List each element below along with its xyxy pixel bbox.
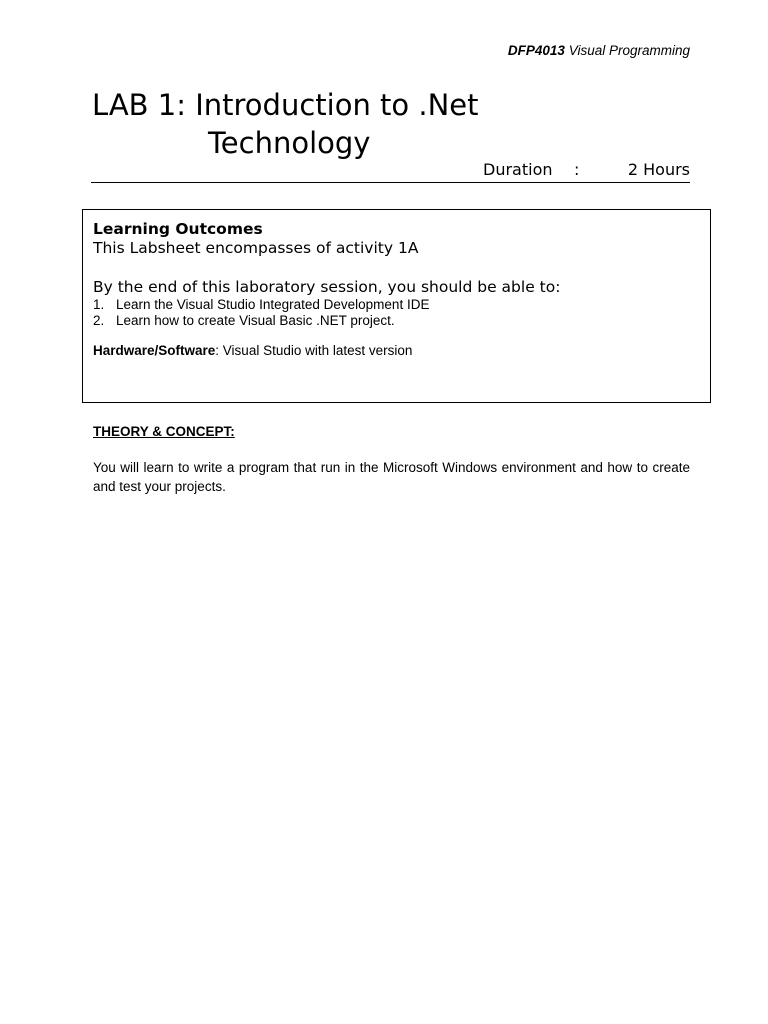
list-item-text: Learn how to create Visual Basic .NET project. [116,313,395,328]
duration-row [91,158,690,183]
running-header [508,43,690,58]
theory-body: You will learn to write a program that run in the Microsoft Windows environment and how to create and test your projects. [93,460,690,494]
title-line-2: Technology [208,126,371,160]
learning-outcomes-heading: Learning Outcomes [93,220,263,238]
list-item-text: Learn the Visual Studio Integrated Development IDE [116,297,430,312]
hardware-software-label: Hardware/Software [93,343,216,358]
list-item-number: 2. [93,313,105,328]
theory-heading: THEORY & CONCEPT: [93,424,235,439]
duration-value: 2 Hours [627,160,690,179]
learning-outcomes-list [93,297,429,329]
learning-outcomes-intro: By the end of this laboratory session, you should be able to: [93,278,561,296]
list-item-number: 1. [93,297,105,312]
learning-outcomes-box [82,209,711,403]
hardware-software-line [93,343,412,358]
hardware-software-value: : Visual Studio with latest version [215,343,413,358]
course-code: DFP4013 [507,43,565,58]
learning-outcomes-subtitle: This Labsheet encompasses of activity 1A [93,239,419,257]
course-name: Visual Programming [568,43,690,58]
list-item [93,313,429,329]
title-line-1: LAB 1: Introduction to .Net [92,88,479,122]
page-title [92,86,692,162]
duration-label: Duration [483,160,553,179]
duration-separator: : [574,160,580,179]
list-item [93,297,429,313]
